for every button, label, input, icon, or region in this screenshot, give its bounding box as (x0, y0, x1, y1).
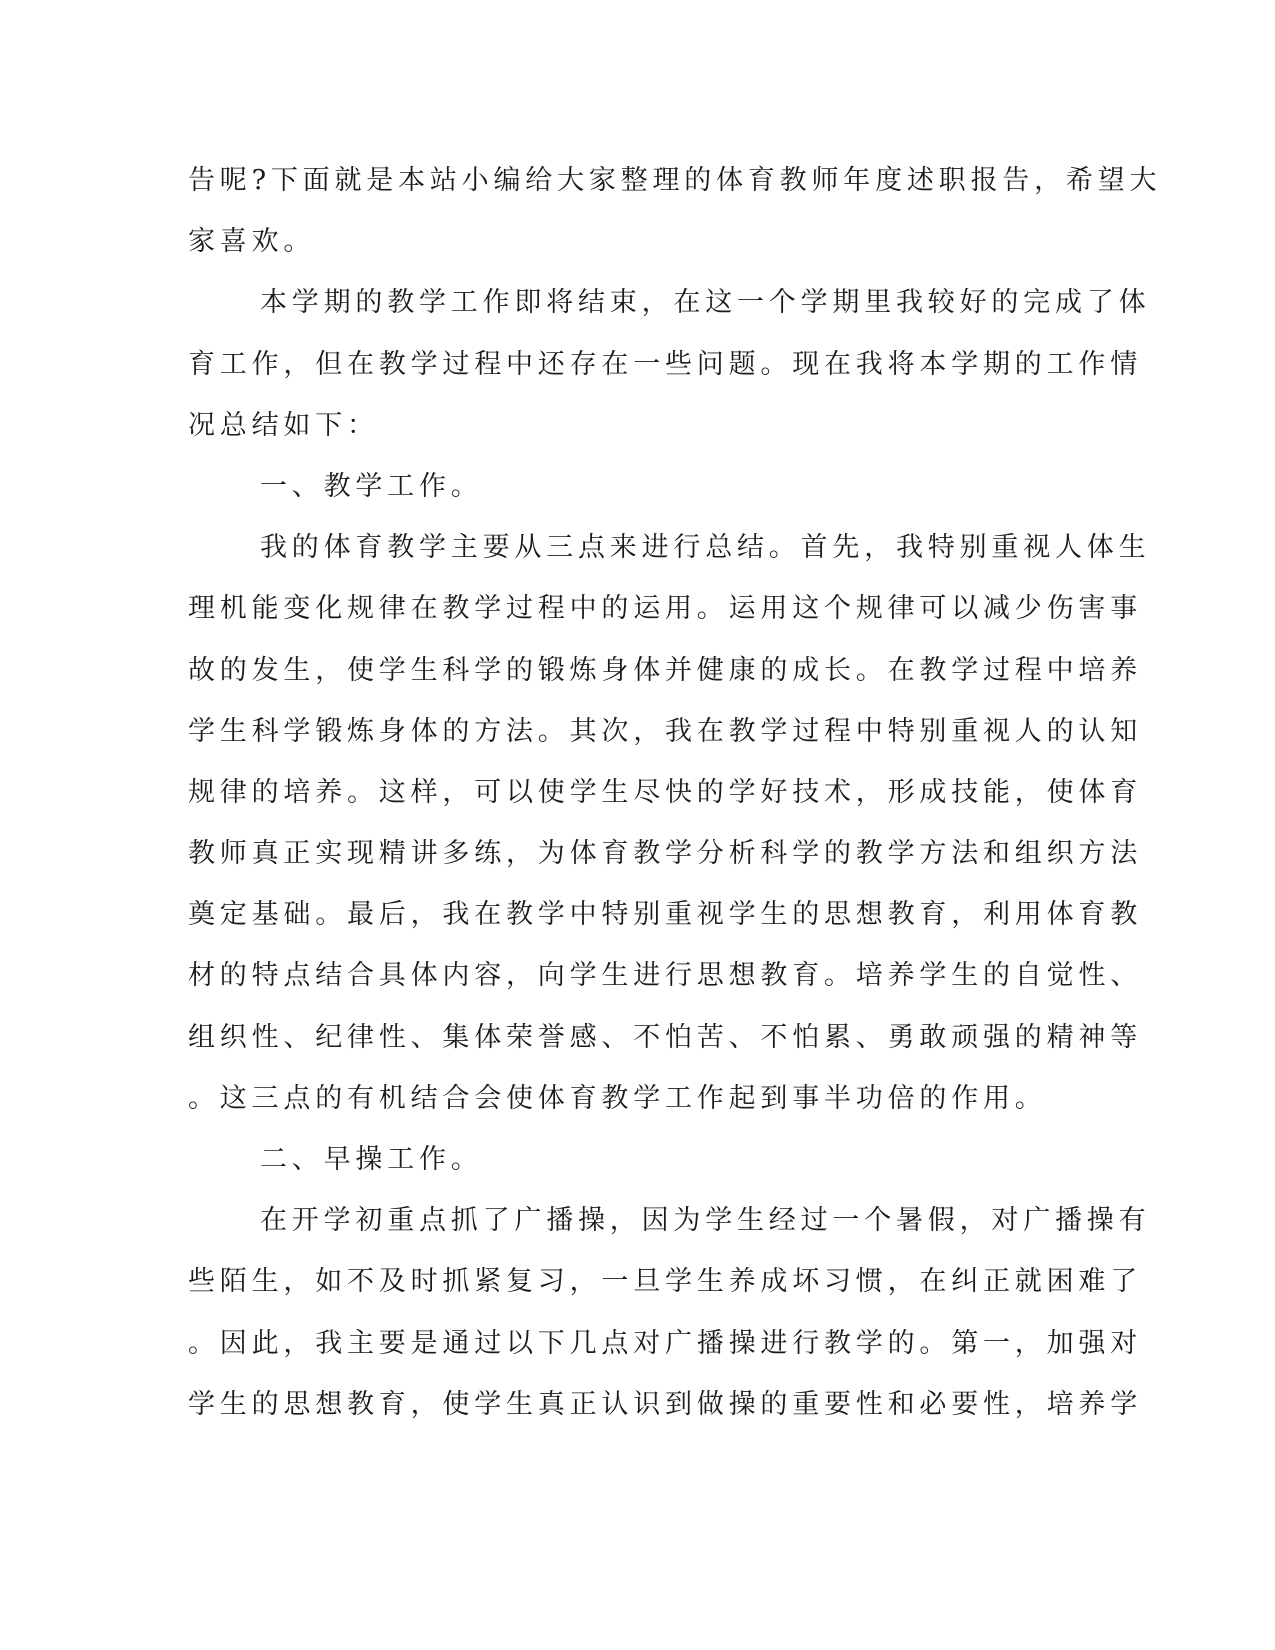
text-line: 规律的培养。这样，可以使学生尽快的学好技术，形成技能，使体育 (188, 776, 1142, 808)
text-line: 育工作，但在教学过程中还存在一些问题。现在我将本学期的工作情 (188, 348, 1142, 380)
text-line: 本学期的教学工作即将结束，在这一个学期里我较好的完成了体 (260, 287, 1151, 319)
text-line: 组织性、纪律性、集体荣誉感、不怕苦、不怕累、勇敢顽强的精神等 (188, 1021, 1142, 1053)
text-line: 些陌生，如不及时抓紧复习，一旦学生养成坏习惯，在纠正就困难了 (188, 1266, 1142, 1298)
text-line: 材的特点结合具体内容，向学生进行思想教育。培养学生的自觉性、 (188, 960, 1142, 992)
text-line: 理机能变化规律在教学过程中的运用。运用这个规律可以减少伤害事 (188, 593, 1142, 625)
text-line: 教师真正实现精讲多练，为体育教学分析科学的教学方法和组织方法 (188, 838, 1142, 870)
document-page (188, 150, 1162, 1435)
section-heading: 一、教学工作。 (260, 470, 483, 502)
text-line: 奠定基础。最后，我在教学中特别重视学生的思想教育，利用体育教 (188, 899, 1142, 931)
text-line: 故的发生，使学生科学的锻炼身体并健康的成长。在教学过程中培养 (188, 654, 1142, 686)
text-line: 我的体育教学主要从三点来进行总结。首先，我特别重视人体生 (260, 532, 1151, 564)
section-heading: 二、早操工作。 (260, 1144, 483, 1175)
text-line: 家喜欢。 (188, 226, 316, 258)
text-line: 学生的思想教育，使学生真正认识到做操的重要性和必要性，培养学 (188, 1388, 1142, 1420)
text-line: 。这三点的有机结合会使体育教学工作起到事半功倍的作用。 (188, 1082, 1047, 1114)
text-line: 况总结如下： (188, 409, 379, 441)
text-line: 在开学初重点抓了广播操，因为学生经过一个暑假，对广播操有 (260, 1205, 1151, 1237)
text-line: 告呢?下面就是本站小编给大家整理的体育教师年度述职报告，希望大 (188, 165, 1162, 196)
text-line: 学生科学锻炼身体的方法。其次，我在教学过程中特别重视人的认知 (188, 715, 1142, 747)
text-line: 。因此，我主要是通过以下几点对广播操进行教学的。第一，加强对 (188, 1327, 1142, 1359)
